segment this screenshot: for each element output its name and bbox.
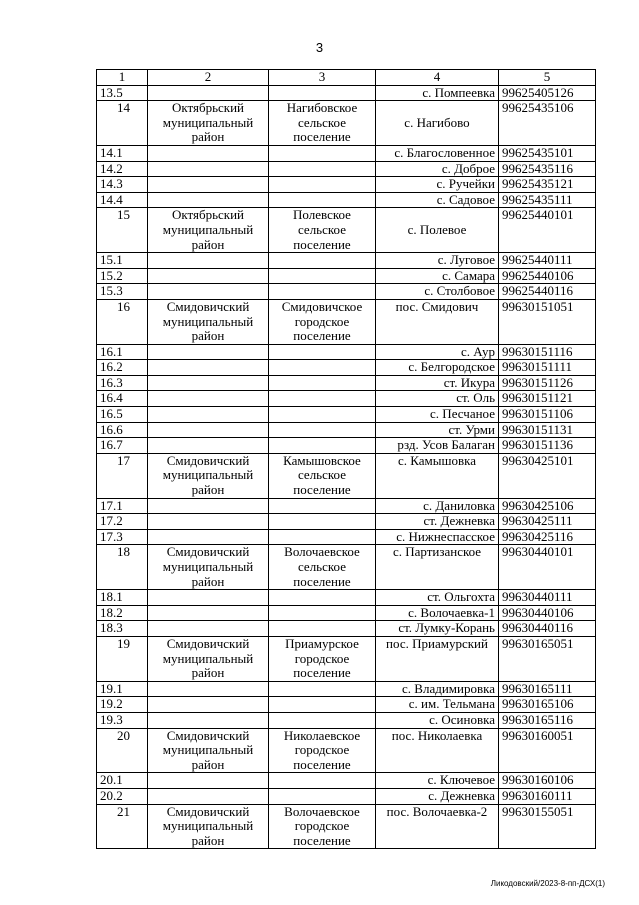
settlement-cell: с. Аур bbox=[376, 344, 499, 360]
row-number-cell: 20.1 bbox=[97, 773, 148, 789]
municipality-cell bbox=[269, 407, 376, 423]
settlement-cell: с. Даниловка bbox=[376, 498, 499, 514]
table-row bbox=[97, 545, 596, 590]
table-row bbox=[97, 360, 596, 376]
oktmo-code-cell: 99630425116 bbox=[499, 529, 596, 545]
district-cell: Октябрьский муниципальный район bbox=[148, 208, 269, 253]
row-number-cell: 13.5 bbox=[97, 85, 148, 101]
oktmo-code-cell: 99625435101 bbox=[499, 145, 596, 161]
oktmo-code-cell: 99630151131 bbox=[499, 422, 596, 438]
municipality-cell bbox=[269, 177, 376, 193]
municipality-cell: Волочаевское городское поселение bbox=[269, 804, 376, 849]
municipality-cell bbox=[269, 788, 376, 804]
settlement-cell: с. Владимировка bbox=[376, 681, 499, 697]
row-number-cell: 15.2 bbox=[97, 268, 148, 284]
settlement-cell: с. Помпеевка bbox=[376, 85, 499, 101]
settlement-cell: с. им. Тельмана bbox=[376, 697, 499, 713]
oktmo-code-cell: 99630165051 bbox=[499, 636, 596, 681]
row-number-cell: 15.1 bbox=[97, 253, 148, 269]
table-row bbox=[97, 268, 596, 284]
table-row bbox=[97, 636, 596, 681]
settlement-cell: с. Доброе bbox=[376, 161, 499, 177]
municipality-cell: Николаевское городское поселение bbox=[269, 728, 376, 773]
table-row bbox=[97, 177, 596, 193]
row-number-cell: 19 bbox=[97, 636, 148, 681]
table-row bbox=[97, 712, 596, 728]
settlement-cell: с. Столбовое bbox=[376, 284, 499, 300]
district-cell bbox=[148, 438, 269, 454]
municipality-cell bbox=[269, 621, 376, 637]
settlement-cell: с. Ключевое bbox=[376, 773, 499, 789]
oktmo-code-cell: 99630151136 bbox=[499, 438, 596, 454]
municipality-cell bbox=[269, 498, 376, 514]
table-row bbox=[97, 85, 596, 101]
oktmo-code-cell: 99630155051 bbox=[499, 804, 596, 849]
table-row bbox=[97, 529, 596, 545]
oktmo-code-cell: 99625440111 bbox=[499, 253, 596, 269]
oktmo-code-cell: 99630425101 bbox=[499, 453, 596, 498]
oktmo-code-cell: 99625440116 bbox=[499, 284, 596, 300]
municipality-cell bbox=[269, 253, 376, 269]
district-cell bbox=[148, 590, 269, 606]
table-row bbox=[97, 344, 596, 360]
settlement-cell: с. Благословенное bbox=[376, 145, 499, 161]
row-number-cell: 15.3 bbox=[97, 284, 148, 300]
table-row bbox=[97, 605, 596, 621]
district-cell bbox=[148, 514, 269, 530]
table-row bbox=[97, 590, 596, 606]
district-cell bbox=[148, 192, 269, 208]
district-cell bbox=[148, 529, 269, 545]
oktmo-code-cell: 99630440111 bbox=[499, 590, 596, 606]
row-number-cell: 14.3 bbox=[97, 177, 148, 193]
settlement-cell: с. Песчаное bbox=[376, 407, 499, 423]
table-row bbox=[97, 284, 596, 300]
oktmo-code-cell: 99630440101 bbox=[499, 545, 596, 590]
settlement-cell: с. Ручейки bbox=[376, 177, 499, 193]
row-number-cell: 19.3 bbox=[97, 712, 148, 728]
settlement-cell: с. Нагибово bbox=[376, 101, 499, 146]
settlement-cell: ст. Ольгохта bbox=[376, 590, 499, 606]
municipality-cell bbox=[269, 344, 376, 360]
settlement-cell: с. Волочаевка-1 bbox=[376, 605, 499, 621]
table-row bbox=[97, 208, 596, 253]
oktmo-code-cell: 99630151051 bbox=[499, 299, 596, 344]
column-header: 2 bbox=[148, 70, 269, 86]
municipality-cell bbox=[269, 161, 376, 177]
municipality-cell bbox=[269, 268, 376, 284]
table-row bbox=[97, 681, 596, 697]
district-cell bbox=[148, 344, 269, 360]
row-number-cell: 16 bbox=[97, 299, 148, 344]
district-cell bbox=[148, 407, 269, 423]
row-number-cell: 17.1 bbox=[97, 498, 148, 514]
municipality-cell: Нагибовское сельское поселение bbox=[269, 101, 376, 146]
table-row bbox=[97, 391, 596, 407]
district-cell bbox=[148, 145, 269, 161]
table-row bbox=[97, 788, 596, 804]
settlements-table bbox=[96, 69, 596, 849]
municipality-cell bbox=[269, 529, 376, 545]
settlement-cell: пос. Приамурский bbox=[376, 636, 499, 681]
settlement-cell: с. Полевое bbox=[376, 208, 499, 253]
row-number-cell: 18.2 bbox=[97, 605, 148, 621]
oktmo-code-cell: 99630151111 bbox=[499, 360, 596, 376]
district-cell bbox=[148, 773, 269, 789]
settlement-cell: ст. Лумку-Корань bbox=[376, 621, 499, 637]
oktmo-code-cell: 99625440106 bbox=[499, 268, 596, 284]
settlement-cell: с. Камышовка bbox=[376, 453, 499, 498]
row-number-cell: 14.1 bbox=[97, 145, 148, 161]
oktmo-code-cell: 99625435116 bbox=[499, 161, 596, 177]
municipality-cell bbox=[269, 697, 376, 713]
row-number-cell: 21 bbox=[97, 804, 148, 849]
row-number-cell: 16.6 bbox=[97, 422, 148, 438]
district-cell bbox=[148, 697, 269, 713]
row-number-cell: 19.1 bbox=[97, 681, 148, 697]
table-body bbox=[97, 85, 596, 849]
district-cell: Смидовичский муниципальный район bbox=[148, 453, 269, 498]
district-cell: Смидовичский муниципальный район bbox=[148, 545, 269, 590]
row-number-cell: 16.7 bbox=[97, 438, 148, 454]
table-header-row bbox=[97, 70, 596, 86]
table-row bbox=[97, 192, 596, 208]
oktmo-code-cell: 99630151121 bbox=[499, 391, 596, 407]
district-cell bbox=[148, 85, 269, 101]
row-number-cell: 14 bbox=[97, 101, 148, 146]
settlement-cell: с. Нижнеспасское bbox=[376, 529, 499, 545]
district-cell bbox=[148, 360, 269, 376]
district-cell: Октябрьский муниципальный район bbox=[148, 101, 269, 146]
table-row bbox=[97, 453, 596, 498]
municipality-cell: Волочаевское сельское поселение bbox=[269, 545, 376, 590]
district-cell bbox=[148, 681, 269, 697]
settlement-cell: с. Луговое bbox=[376, 253, 499, 269]
settlement-cell: ст. Урми bbox=[376, 422, 499, 438]
municipality-cell bbox=[269, 391, 376, 407]
district-cell: Смидовичский муниципальный район bbox=[148, 804, 269, 849]
district-cell bbox=[148, 712, 269, 728]
row-number-cell: 17 bbox=[97, 453, 148, 498]
settlement-cell: с. Белгородское bbox=[376, 360, 499, 376]
column-header: 1 bbox=[97, 70, 148, 86]
row-number-cell: 18 bbox=[97, 545, 148, 590]
table-row bbox=[97, 773, 596, 789]
oktmo-code-cell: 99630440106 bbox=[499, 605, 596, 621]
settlement-cell: пос. Волочаевка-2 bbox=[376, 804, 499, 849]
district-cell bbox=[148, 268, 269, 284]
table-row bbox=[97, 161, 596, 177]
settlement-cell: пос. Смидович bbox=[376, 299, 499, 344]
table-row bbox=[97, 514, 596, 530]
district-cell: Смидовичский муниципальный район bbox=[148, 299, 269, 344]
table-row bbox=[97, 375, 596, 391]
settlement-cell: ст. Дежневка bbox=[376, 514, 499, 530]
oktmo-code-cell: 99630151106 bbox=[499, 407, 596, 423]
district-cell bbox=[148, 375, 269, 391]
row-number-cell: 16.1 bbox=[97, 344, 148, 360]
settlement-cell: с. Самара bbox=[376, 268, 499, 284]
table-row bbox=[97, 299, 596, 344]
district-cell bbox=[148, 605, 269, 621]
municipality-cell bbox=[269, 85, 376, 101]
municipality-cell bbox=[269, 773, 376, 789]
row-number-cell: 17.3 bbox=[97, 529, 148, 545]
row-number-cell: 16.3 bbox=[97, 375, 148, 391]
document-footer: Ликодовский/2023-8-пп-ДСХ(1) bbox=[490, 879, 605, 888]
settlement-cell: с. Дежневка bbox=[376, 788, 499, 804]
municipality-cell bbox=[269, 590, 376, 606]
oktmo-code-cell: 99625405126 bbox=[499, 85, 596, 101]
page-number: 3 bbox=[315, 40, 324, 55]
row-number-cell: 14.2 bbox=[97, 161, 148, 177]
settlement-cell: с. Осиновка bbox=[376, 712, 499, 728]
row-number-cell: 20 bbox=[97, 728, 148, 773]
row-number-cell: 14.4 bbox=[97, 192, 148, 208]
oktmo-code-cell: 99630160106 bbox=[499, 773, 596, 789]
table-row bbox=[97, 101, 596, 146]
municipality-cell: Приамурское городское поселение bbox=[269, 636, 376, 681]
table-row bbox=[97, 804, 596, 849]
oktmo-code-cell: 99630425106 bbox=[499, 498, 596, 514]
municipality-cell bbox=[269, 422, 376, 438]
oktmo-code-cell: 99630165111 bbox=[499, 681, 596, 697]
settlement-cell: с. Партизанское bbox=[376, 545, 499, 590]
row-number-cell: 18.1 bbox=[97, 590, 148, 606]
municipality-cell bbox=[269, 192, 376, 208]
district-cell bbox=[148, 284, 269, 300]
table-row bbox=[97, 407, 596, 423]
settlement-cell: ст. Икура bbox=[376, 375, 499, 391]
column-header: 4 bbox=[376, 70, 499, 86]
oktmo-code-cell: 99625435111 bbox=[499, 192, 596, 208]
district-cell bbox=[148, 391, 269, 407]
municipality-cell bbox=[269, 438, 376, 454]
row-number-cell: 16.2 bbox=[97, 360, 148, 376]
settlement-cell: рзд. Усов Балаган bbox=[376, 438, 499, 454]
oktmo-code-cell: 99630425111 bbox=[499, 514, 596, 530]
municipality-cell bbox=[269, 284, 376, 300]
oktmo-code-cell: 99630165116 bbox=[499, 712, 596, 728]
table-row bbox=[97, 145, 596, 161]
oktmo-code-cell: 99630160051 bbox=[499, 728, 596, 773]
district-cell bbox=[148, 788, 269, 804]
district-cell bbox=[148, 253, 269, 269]
district-cell bbox=[148, 177, 269, 193]
row-number-cell: 17.2 bbox=[97, 514, 148, 530]
municipality-cell bbox=[269, 514, 376, 530]
district-cell bbox=[148, 161, 269, 177]
settlement-cell: с. Садовое bbox=[376, 192, 499, 208]
oktmo-code-cell: 99630440116 bbox=[499, 621, 596, 637]
municipality-cell bbox=[269, 712, 376, 728]
oktmo-code-cell: 99630151126 bbox=[499, 375, 596, 391]
row-number-cell: 16.4 bbox=[97, 391, 148, 407]
district-cell bbox=[148, 498, 269, 514]
district-cell bbox=[148, 621, 269, 637]
row-number-cell: 16.5 bbox=[97, 407, 148, 423]
table-row bbox=[97, 621, 596, 637]
table-row bbox=[97, 253, 596, 269]
table-row bbox=[97, 422, 596, 438]
oktmo-code-cell: 99625440101 bbox=[499, 208, 596, 253]
table-row bbox=[97, 498, 596, 514]
oktmo-code-cell: 99630160111 bbox=[499, 788, 596, 804]
district-cell: Смидовичский муниципальный район bbox=[148, 728, 269, 773]
table-row bbox=[97, 438, 596, 454]
municipality-cell: Камышовское сельское поселение bbox=[269, 453, 376, 498]
municipality-cell: Полевское сельское поселение bbox=[269, 208, 376, 253]
row-number-cell: 19.2 bbox=[97, 697, 148, 713]
table-row bbox=[97, 728, 596, 773]
row-number-cell: 15 bbox=[97, 208, 148, 253]
oktmo-code-cell: 99625435106 bbox=[499, 101, 596, 146]
settlement-cell: пос. Николаевка bbox=[376, 728, 499, 773]
oktmo-code-cell: 99625435121 bbox=[499, 177, 596, 193]
column-header: 5 bbox=[499, 70, 596, 86]
municipality-cell bbox=[269, 681, 376, 697]
row-number-cell: 20.2 bbox=[97, 788, 148, 804]
row-number-cell: 18.3 bbox=[97, 621, 148, 637]
municipality-cell bbox=[269, 375, 376, 391]
municipality-cell bbox=[269, 360, 376, 376]
municipality-cell bbox=[269, 145, 376, 161]
oktmo-code-cell: 99630165106 bbox=[499, 697, 596, 713]
municipality-cell: Смидовичское городское поселение bbox=[269, 299, 376, 344]
district-cell: Смидовичский муниципальный район bbox=[148, 636, 269, 681]
oktmo-code-cell: 99630151116 bbox=[499, 344, 596, 360]
table-row bbox=[97, 697, 596, 713]
settlement-cell: ст. Оль bbox=[376, 391, 499, 407]
column-header: 3 bbox=[269, 70, 376, 86]
municipality-cell bbox=[269, 605, 376, 621]
district-cell bbox=[148, 422, 269, 438]
